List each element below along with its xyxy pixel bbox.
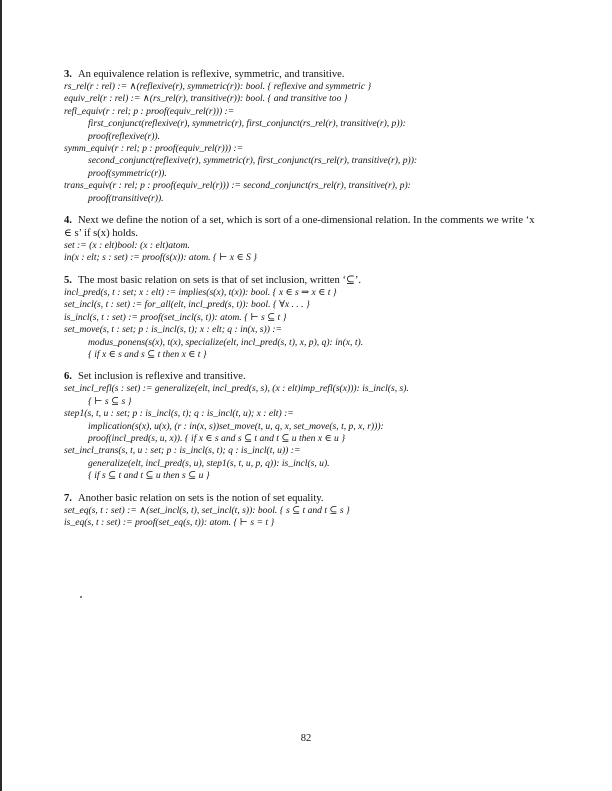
section-number: 6. bbox=[64, 371, 72, 383]
section-number: 7. bbox=[64, 492, 72, 504]
definition-line: rs_rel(r : rel) := ∧(reflexive(r), symmetric(r)): bool. { reflexive and symmetric } bbox=[64, 81, 372, 92]
section-intro-text: Next we define the notion of a set, which is sort of a one-dimensional relation. In the comments we write ‘x ∈ s’ if s(x) holds. bbox=[64, 215, 535, 240]
section-heading bbox=[64, 214, 544, 240]
section-5 bbox=[64, 274, 544, 361]
definition-line: set := (x : elt)bool: (x : elt)atom. bbox=[64, 240, 190, 252]
definition-line: set_move(s, t : set; p : is_incl(s, t); x : elt; q : in(x, s)) := bbox=[64, 324, 283, 336]
definition-line: set_eq(s, t : set) := ∧(set_incl(s, t), set_incl(t, s)): bool. { s ⊆ t and t ⊆ s } bbox=[64, 504, 350, 516]
definition-line: set_incl(s, t : set) := for_all(elt, incl_pred(s, t)): bool. { ∀x . . . } bbox=[64, 299, 310, 311]
definition-line: proof(incl_pred(s, u, x)). { if x ∈ s and s ⊆ t and t ⊆ u then x ∈ u } bbox=[88, 432, 346, 444]
definition-line: step1(s, t, u : set; p : is_incl(s, t); q : is_incl(t, u); x : elt) := bbox=[64, 408, 294, 420]
section-7 bbox=[64, 492, 544, 530]
page-binding-edge bbox=[0, 0, 2, 791]
definition-line: is_incl(s, t : set) := proof(set_incl(s, t)): atom. { ⊢ s ⊆ t } bbox=[64, 311, 287, 323]
definition-line: symm_equiv(r : rel; p : proof(equiv_rel(r))) := bbox=[64, 143, 244, 155]
section-intro-text: An equivalence relation is reflexive, symmetric, and transitive. bbox=[77, 69, 345, 80]
definition-line: { if s ⊆ t and t ⊆ u then s ⊆ u } bbox=[88, 470, 210, 482]
definition-list bbox=[64, 505, 544, 530]
definition-line: implication(s(x), u(x), (r : in(x, s))set_move(t, u, q, x, set_move(s, t, p, x, r))): bbox=[88, 420, 384, 432]
page-number: 82 bbox=[300, 733, 312, 744]
definition-line: proof(reflexive(r)). bbox=[88, 130, 161, 142]
section-heading bbox=[64, 492, 544, 505]
section-number: 4. bbox=[64, 215, 72, 227]
section-heading bbox=[64, 274, 544, 287]
definition-line: proof(transitive(r)). bbox=[88, 192, 164, 204]
definition-list bbox=[64, 240, 544, 265]
section-4 bbox=[64, 214, 544, 265]
definition-line: is_eq(s, t : set) := proof(set_eq(s, t)): atom. { ⊢ s = t } bbox=[64, 516, 275, 528]
definition-line: set_incl_refl(s : set) := generalize(elt, incl_pred(s, s), (x : elt)imp_refl(s(x))): is_incl(s, s). bbox=[64, 383, 409, 395]
section-intro-text: The most basic relation on sets is that of set inclusion, written ‘⊆’. bbox=[77, 274, 362, 286]
definition-line: generalize(elt, incl_pred(s, u), step1(s, t, u, p, q)): is_incl(s, u). bbox=[88, 457, 330, 469]
definition-line: second_conjunct(reflexive(r), symmetric(r), first_conjunct(rs_rel(r), transitive(r), p)): bbox=[88, 155, 418, 167]
definition-line: incl_pred(s, t : set; x : elt) := implies(s(x), t(x)): bool. { x ∈ s ⇒ x ∈ t } bbox=[64, 286, 337, 298]
section-6 bbox=[64, 370, 544, 482]
definition-line: refl_equiv(r : rel; p : proof(equiv_rel(r))) := bbox=[64, 105, 235, 117]
definition-list bbox=[64, 81, 544, 205]
definition-line: first_conjunct(reflexive(r), symmetric(r), first_conjunct(rs_rel(r), transitive(r), p)): bbox=[88, 118, 406, 130]
definition-list bbox=[64, 287, 544, 361]
definition-line: in(x : elt; s : set) := proof(s(x)): atom. { ⊢ x ∈ S } bbox=[64, 252, 257, 264]
definition-list bbox=[64, 383, 544, 482]
definition-line: set_incl_trans(s, t, u : set; p : is_incl(s, t); q : is_incl(t, u)) := bbox=[64, 445, 301, 457]
definition-line: equiv_rel(r : rel) := ∧(rs_rel(r), transitive(r)): bool. { and transitive too } bbox=[64, 93, 348, 105]
section-number: 5. bbox=[64, 274, 72, 286]
section-intro-text: Another basic relation on sets is the notion of set equality. bbox=[77, 492, 324, 504]
scan-speck bbox=[80, 596, 82, 598]
definition-line: proof(symmetric(r)). bbox=[88, 167, 167, 179]
section-3 bbox=[64, 68, 544, 205]
section-heading bbox=[64, 370, 544, 383]
section-number: 3. bbox=[64, 69, 72, 80]
section-intro-text: Set inclusion is reflexive and transitive. bbox=[77, 371, 246, 383]
section-heading bbox=[64, 68, 544, 81]
page-body bbox=[64, 68, 544, 538]
definition-line: trans_equiv(r : rel; p : proof(equiv_rel(r))) := second_conjunct(rs_rel(r), transitive(r), p): bbox=[64, 180, 411, 192]
definition-line: modus_ponens(s(x), t(x), specialize(elt, incl_pred(s, t), x, p), q): in(x, t). bbox=[88, 336, 364, 348]
definition-line: { if x ∈ s and s ⊆ t then x ∈ t } bbox=[88, 348, 207, 360]
definition-line: { ⊢ s ⊆ s } bbox=[88, 395, 132, 407]
